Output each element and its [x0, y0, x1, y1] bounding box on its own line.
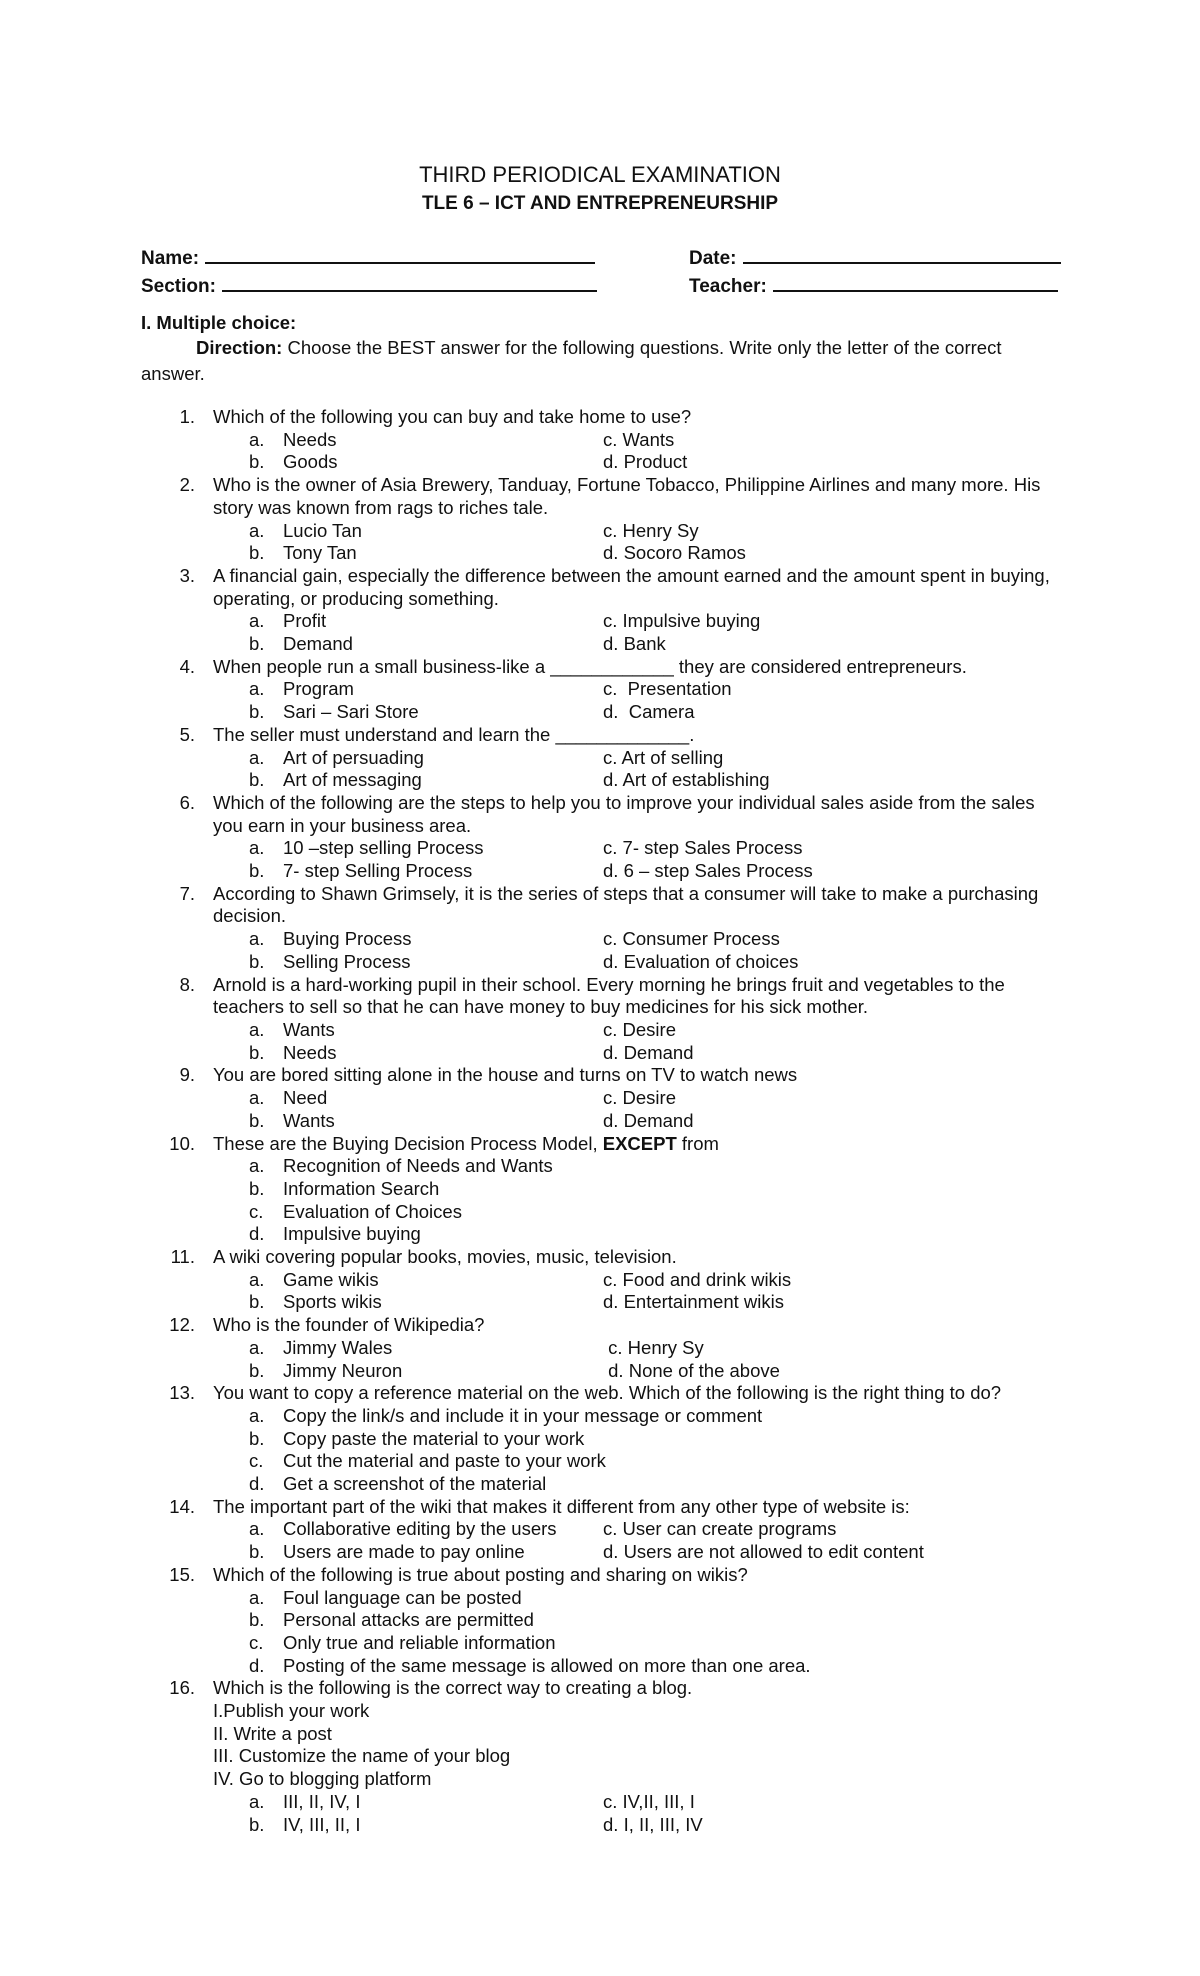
choice-text: Cut the material and paste to your work	[283, 1450, 606, 1472]
answer-choice[interactable]: d. Product	[603, 451, 688, 473]
choice-letter: a.	[249, 678, 265, 700]
answer-choice[interactable]	[213, 1223, 1033, 1246]
direction-body: Choose the BEST answer for the following questions. Write only the letter of the correct answer.	[141, 337, 1002, 384]
answer-choice[interactable]	[213, 429, 603, 452]
choice-grid	[213, 1269, 1061, 1314]
choice-text: Collaborative editing by the users	[283, 1518, 557, 1540]
choice-text: Sari – Sari Store	[283, 701, 419, 723]
direction-label: Direction:	[196, 337, 283, 358]
choice-text: Goods	[283, 451, 338, 473]
choice-letter: a.	[249, 519, 265, 541]
choice-text: Selling Process	[283, 950, 411, 972]
question-item	[141, 565, 1061, 656]
choice-text: Buying Process	[283, 928, 412, 950]
question-item	[141, 474, 1061, 565]
answer-choice[interactable]	[213, 1473, 1033, 1496]
choice-text: Evaluation of Choices	[283, 1200, 462, 1222]
choice-text: Get a screenshot of the material	[283, 1473, 547, 1495]
answer-choice[interactable]: c. Impulsive buying	[603, 610, 761, 632]
question-item	[141, 1064, 1061, 1132]
answer-choice[interactable]: c. Consumer Process	[603, 928, 780, 950]
answer-choice[interactable]: c. 7- step Sales Process	[603, 837, 803, 859]
choice-letter: d.	[249, 1654, 265, 1676]
choice-text: Information Search	[283, 1177, 440, 1199]
answer-choice[interactable]	[213, 542, 603, 565]
choice-letter: a.	[249, 1087, 265, 1109]
choice-text: Jimmy Neuron	[283, 1359, 403, 1381]
question-number: 10.	[169, 1132, 195, 1154]
choice-text: Needs	[283, 1041, 337, 1063]
question-text-post: from	[676, 1132, 719, 1154]
choice-letter: a.	[249, 1336, 265, 1358]
answer-choice[interactable]: c. Food and drink wikis	[603, 1268, 792, 1290]
answer-choice[interactable]	[213, 451, 603, 474]
answer-choice[interactable]	[213, 610, 603, 633]
choice-grid	[213, 747, 1061, 792]
answer-choice[interactable]	[213, 1042, 603, 1065]
choice-text: Posting of the same message is allowed on more than one area.	[283, 1654, 811, 1676]
question-number: 12.	[169, 1314, 195, 1336]
choice-letter: c.	[249, 1450, 264, 1472]
question-item	[141, 1677, 1061, 1836]
choice-letter: a.	[249, 1018, 265, 1040]
teacher-label: Teacher:	[689, 276, 767, 297]
choice-letter: b.	[249, 1359, 265, 1381]
choice-text: Users are made to pay online	[283, 1541, 525, 1563]
question-number: 15.	[169, 1563, 195, 1585]
choice-letter: b.	[249, 1177, 265, 1199]
answer-choice[interactable]	[213, 1791, 603, 1814]
answer-choice[interactable]: d. Art of establishing	[603, 769, 770, 791]
answer-choice[interactable]	[213, 860, 603, 883]
choice-letter: b.	[249, 1541, 265, 1563]
question-item	[141, 1314, 1061, 1382]
answer-choice[interactable]	[213, 633, 603, 656]
question-text-pre: These are the Buying Decision Process Model,	[213, 1132, 603, 1154]
question-number: 3.	[179, 564, 195, 586]
choice-letter: a.	[249, 1268, 265, 1290]
answer-choice[interactable]: c. Wants	[603, 428, 675, 450]
answer-choice[interactable]: d. I, II, III, IV	[603, 1813, 703, 1835]
answer-choice[interactable]: c. User can create programs	[603, 1518, 837, 1540]
answer-choice[interactable]	[213, 678, 603, 701]
answer-choice[interactable]	[213, 1814, 603, 1837]
answer-choice[interactable]: d. Bank	[603, 633, 666, 655]
question-item	[141, 1564, 1061, 1678]
choice-text: Demand	[283, 633, 353, 655]
choice-text: Wants	[283, 1109, 335, 1131]
date-label: Date:	[689, 248, 737, 269]
question-text: Which is the following is the correct way to creating a blog.	[213, 1677, 693, 1699]
question-number: 2.	[179, 474, 195, 496]
choice-text: III, II, IV, I	[283, 1790, 361, 1812]
choice-letter: b.	[249, 633, 265, 655]
answer-choice[interactable]	[213, 951, 603, 974]
answer-choice[interactable]	[213, 1405, 1033, 1428]
answer-choice[interactable]	[213, 769, 603, 792]
question-item	[141, 656, 1061, 724]
answer-choice[interactable]	[213, 747, 603, 770]
choice-letter: b.	[249, 1041, 265, 1063]
choice-text: Impulsive buying	[283, 1223, 421, 1245]
question-text: The seller must understand and learn the _____________.	[213, 723, 695, 745]
choice-grid	[213, 928, 1061, 973]
answer-choice[interactable]: c. Presentation	[603, 678, 732, 700]
answer-choice[interactable]	[213, 1632, 1033, 1655]
choice-text: Needs	[283, 428, 337, 450]
choice-letter: d.	[249, 1223, 265, 1245]
choice-text: IV, III, II, I	[283, 1813, 361, 1835]
question-text: Which of the following is true about posting and sharing on wikis?	[213, 1563, 748, 1585]
question-number: 9.	[179, 1064, 195, 1086]
choice-text: Tony Tan	[283, 542, 357, 564]
choice-letter: b.	[249, 542, 265, 564]
answer-choice[interactable]	[213, 1269, 603, 1292]
question-number: 14.	[169, 1495, 195, 1517]
question-item	[141, 1133, 1061, 1247]
choice-letter: c.	[249, 1631, 264, 1653]
question-text: Which of the following you can buy and take home to use?	[213, 406, 692, 427]
question-item	[141, 883, 1061, 974]
choice-letter: a.	[249, 928, 265, 950]
answer-choice[interactable]	[213, 1155, 1033, 1178]
choice-letter: a.	[249, 1518, 265, 1540]
choice-text: Jimmy Wales	[283, 1336, 393, 1358]
question-text: You want to copy a reference material on the web. Which of the following is the right thing to do?	[213, 1382, 1002, 1404]
choice-text: Art of persuading	[283, 746, 424, 768]
choice-text: Copy the link/s and include it in your message or comment	[283, 1404, 763, 1426]
answer-choice[interactable]	[213, 1019, 603, 1042]
question-item	[141, 1496, 1061, 1564]
answer-choice[interactable]	[213, 1541, 603, 1564]
choice-text: Only true and reliable information	[283, 1631, 556, 1653]
info-row-1	[141, 244, 1061, 272]
answer-choice[interactable]	[213, 1360, 603, 1383]
section-label: Section:	[141, 276, 216, 297]
answer-choice[interactable]	[213, 1428, 1033, 1451]
choice-letter: b.	[249, 701, 265, 723]
answer-choice[interactable]	[213, 928, 603, 951]
choice-text: 7- step Selling Process	[283, 860, 473, 882]
question-text: When people run a small business-like a ____________ they are considered entrepreneurs.	[213, 655, 967, 677]
choice-text: Lucio Tan	[283, 519, 362, 541]
answer-choice[interactable]: d. 6 – step Sales Process	[603, 860, 813, 882]
question-item	[141, 1246, 1061, 1314]
teacher-line	[773, 272, 1058, 292]
choice-letter: b.	[249, 1291, 265, 1313]
answer-choice[interactable]: d. Users are not allowed to edit content	[603, 1541, 924, 1563]
choice-grid	[213, 610, 1061, 655]
student-info	[141, 244, 1061, 300]
answer-choice[interactable]: c. Art of selling	[603, 746, 724, 768]
name-label: Name:	[141, 248, 200, 269]
roman-step: II. Write a post	[213, 1722, 332, 1744]
choice-text: Art of messaging	[283, 769, 422, 791]
choice-letter: a.	[249, 1790, 265, 1812]
choice-letter: b.	[249, 860, 265, 882]
question-item	[141, 974, 1061, 1065]
section-field[interactable]	[141, 272, 597, 298]
answer-choice[interactable]	[213, 837, 603, 860]
choice-grid	[213, 1087, 1061, 1132]
answer-choice[interactable]: d. Evaluation of choices	[603, 950, 799, 972]
choice-letter: b.	[249, 451, 265, 473]
choice-text: Personal attacks are permitted	[283, 1609, 534, 1631]
question-text: Who is the owner of Asia Brewery, Tanduay, Fortune Tobacco, Philippine Airlines and many more. His story was known from rags to riches tale.	[213, 474, 1041, 518]
choice-text: Copy paste the material to your work	[283, 1427, 585, 1449]
choice-letter: a.	[249, 837, 265, 859]
choice-text: Program	[283, 678, 354, 700]
choice-letter: b.	[249, 1427, 265, 1449]
question-text: Which of the following are the steps to help you to improve your individual sales aside from the sales you earn in your business area.	[213, 791, 1035, 836]
question-text-emphasis: EXCEPT	[602, 1132, 677, 1154]
teacher-field[interactable]	[689, 272, 1058, 298]
question-text: A wiki covering popular books, movies, music, television.	[213, 1246, 677, 1268]
choice-letter: a.	[249, 746, 265, 768]
answer-choice[interactable]: c. Desire	[603, 1087, 676, 1109]
roman-step: I.Publish your work	[213, 1700, 370, 1722]
answer-choice[interactable]	[213, 1450, 1033, 1473]
question-number: 4.	[179, 655, 195, 677]
choice-text: Sports wikis	[283, 1291, 382, 1313]
answer-choice[interactable]	[213, 1337, 603, 1360]
exam-subtitle: TLE 6 – ICT AND ENTREPRENEURSHIP	[421, 193, 779, 214]
choice-grid	[213, 429, 1061, 474]
choice-text: Wants	[283, 1018, 335, 1040]
question-text: You are bored sitting alone in the house and turns on TV to watch news	[213, 1064, 798, 1086]
choice-letter: c.	[249, 1200, 264, 1222]
date-line	[743, 244, 1061, 264]
answer-choice[interactable]: c. IV,II, III, I	[603, 1790, 695, 1812]
answer-choice[interactable]: d. None of the above	[603, 1359, 780, 1381]
choice-letter: a.	[249, 610, 265, 632]
question-number: 11.	[170, 1246, 195, 1268]
question-text: A financial gain, especially the difference between the amount earned and the amount spent in buying, operating, or producing something.	[213, 564, 1050, 609]
answer-choice[interactable]	[213, 1609, 1033, 1632]
choice-text: Profit	[283, 610, 327, 632]
direction-text	[141, 335, 1061, 387]
section-line	[222, 272, 597, 292]
answer-choice[interactable]	[213, 520, 603, 543]
roman-step: III. Customize the name of your blog	[213, 1745, 511, 1767]
choice-text: Foul language can be posted	[283, 1586, 522, 1608]
question-text: Who is the founder of Wikipedia?	[213, 1314, 485, 1336]
choice-grid	[213, 520, 1061, 565]
choice-letter: a.	[249, 1404, 265, 1426]
question-item	[141, 792, 1061, 883]
roman-step: IV. Go to blogging platform	[213, 1768, 432, 1790]
choice-grid	[213, 837, 1061, 882]
choice-list	[213, 1155, 1061, 1246]
question-number: 6.	[179, 791, 195, 813]
question-item	[141, 406, 1061, 474]
question-number: 8.	[179, 973, 195, 995]
choice-letter: a.	[249, 1155, 265, 1177]
question-list	[141, 406, 1061, 1836]
question-number: 13.	[169, 1382, 195, 1404]
answer-choice[interactable]	[213, 1291, 603, 1314]
question-number: 16.	[169, 1677, 195, 1699]
choice-letter: a.	[249, 1586, 265, 1608]
answer-choice[interactable]	[213, 1587, 1033, 1610]
answer-choice[interactable]: d. Socoro Ramos	[603, 542, 746, 564]
answer-choice[interactable]	[213, 1655, 1033, 1678]
choice-text: Need	[283, 1087, 328, 1109]
question-number: 1.	[179, 406, 195, 427]
date-field[interactable]	[689, 244, 1061, 270]
question-text	[213, 1133, 1061, 1156]
choice-grid	[213, 1337, 1061, 1382]
info-row-2	[141, 272, 1061, 300]
question-item	[141, 724, 1061, 792]
exam-header	[0, 160, 1200, 218]
choice-text: 10 –step selling Process	[283, 837, 484, 859]
question-item	[141, 1382, 1061, 1496]
name-line	[205, 244, 595, 264]
choice-letter: b.	[249, 1609, 265, 1631]
choice-letter: b.	[249, 769, 265, 791]
choice-grid	[213, 1518, 1061, 1563]
answer-choice[interactable]	[213, 701, 603, 724]
choice-grid	[213, 1791, 1061, 1836]
answer-choice[interactable]	[213, 1087, 603, 1110]
answer-choice[interactable]	[213, 1178, 1033, 1201]
choice-grid	[213, 1019, 1061, 1064]
answer-choice[interactable]: c. Desire	[603, 1018, 676, 1040]
choice-letter: d.	[249, 1473, 265, 1495]
question-text: According to Shawn Grimsely, it is the series of steps that a consumer will take to make a purchasing decision.	[213, 882, 1039, 927]
answer-choice[interactable]: d. Demand	[603, 1041, 694, 1063]
name-field[interactable]	[141, 244, 595, 270]
answer-choice[interactable]: c. Henry Sy	[603, 1336, 704, 1358]
choice-list	[213, 1405, 1061, 1496]
choice-letter: a.	[249, 428, 265, 450]
answer-choice[interactable]	[213, 1201, 1033, 1224]
answer-choice[interactable]	[213, 1518, 603, 1541]
choice-list	[213, 1587, 1061, 1678]
choice-text: Recognition of Needs and Wants	[283, 1155, 553, 1177]
answer-choice[interactable]: d. Camera	[603, 701, 695, 723]
choice-letter: b.	[249, 1813, 265, 1835]
answer-choice[interactable]: c. Henry Sy	[603, 519, 699, 541]
question-text: Arnold is a hard-working pupil in their school. Every morning he brings fruit and vegetables to the teachers to sell so that he can have money to buy medicines for his sick mother.	[213, 973, 1005, 1018]
section-heading: I. Multiple choice:	[141, 312, 297, 333]
question-text: The important part of the wiki that makes it different from any other type of website is:	[213, 1495, 910, 1517]
answer-choice[interactable]	[213, 1110, 603, 1133]
answer-choice[interactable]: d. Demand	[603, 1109, 694, 1131]
section-intro	[141, 311, 1061, 387]
choice-grid	[213, 678, 1061, 723]
answer-choice[interactable]: d. Entertainment wikis	[603, 1291, 784, 1313]
choice-letter: b.	[249, 950, 265, 972]
choice-letter: b.	[249, 1109, 265, 1131]
question-number: 7.	[179, 882, 195, 904]
choice-text: Game wikis	[283, 1268, 379, 1290]
question-number: 5.	[179, 723, 195, 745]
exam-title: THIRD PERIODICAL EXAMINATION	[419, 162, 781, 187]
